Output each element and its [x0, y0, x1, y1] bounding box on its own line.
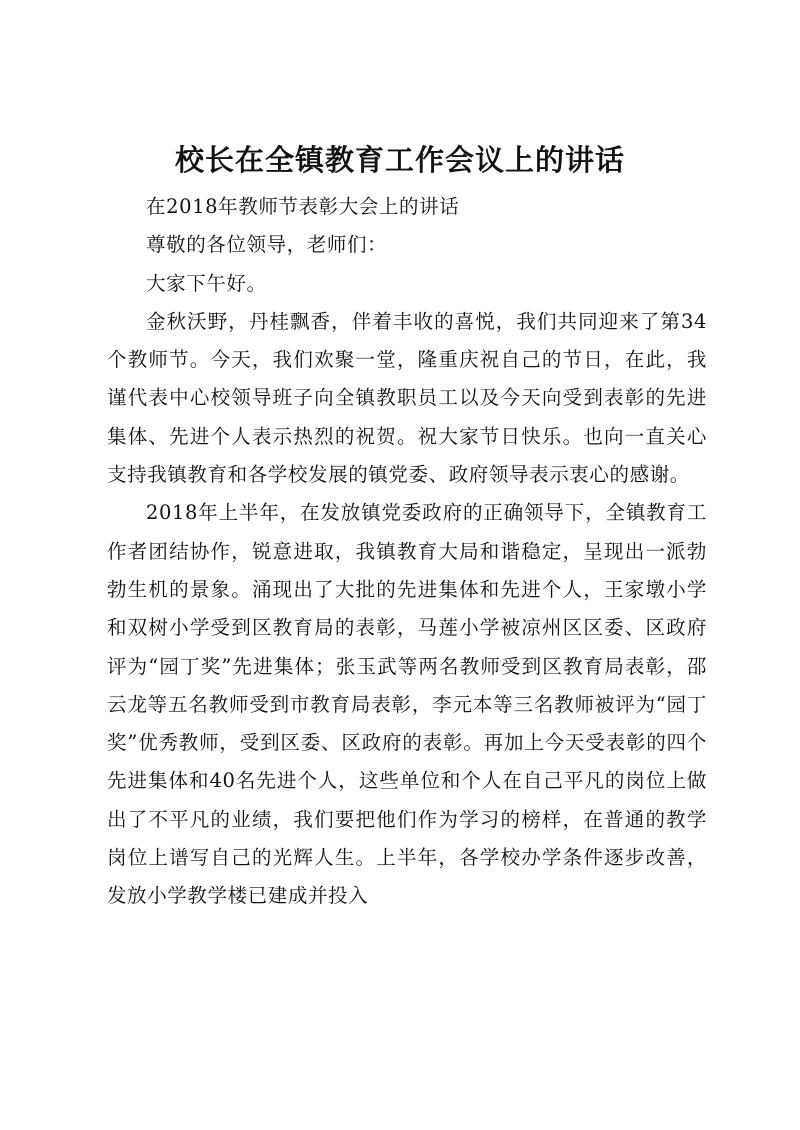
body-paragraph: 2018年上半年，在发放镇党委政府的正确领导下，全镇教育工作者团结协作，锐意进取，我镇教育大局和谐稳定，呈现出一派勃勃生机的景象。涌现出了大批的先进集体和先进个人，王家墩小学和双树小学受到区教育局的表彰，马莲小学被凉州区区委、区政府评为“园丁奖”先进集体；张玉武等两名教师受到区教育局表彰，邵云龙等五名教师受到市教育局表彰，李元本等三名教师被评为“园丁奖”优秀教师，受到区委、区政府的表彰。再加上今天受表彰的四个先进集体和40名先进个人，这些单位和个人在自己平凡的岗位上做出了不平凡的业绩，我们要把他们作为学习的榜样，在普通的教学岗位上谱写自己的光辉人生。上半年，各学校办学条件逐步改善，发放小学教学楼已建成并投入: [107, 501, 707, 908]
body-paragraph: 金秋沃野，丹桂飘香，伴着丰收的喜悦，我们共同迎来了第34个教师节。今天，我们欢聚一堂，隆重庆祝自己的节日，在此，我谨代表中心校领导班子向全镇教职员工以及今天向受到表彰的先进集体、先进个人表示热烈的祝贺。祝大家节日快乐。也向一直关心支持我镇教育和各学校发展的镇党委、政府领导表示衷心的感谢。: [107, 309, 707, 487]
subtitle-paragraph: 在2018年教师节表彰大会上的讲话: [146, 195, 460, 218]
salutation-paragraph: 尊敬的各位领导，老师们：: [146, 233, 388, 257]
document-body: [107, 188, 707, 916]
document-title: 校长在全镇教育工作会议上的讲话: [174, 143, 625, 177]
greeting-paragraph: 大家下午好。: [146, 271, 267, 295]
